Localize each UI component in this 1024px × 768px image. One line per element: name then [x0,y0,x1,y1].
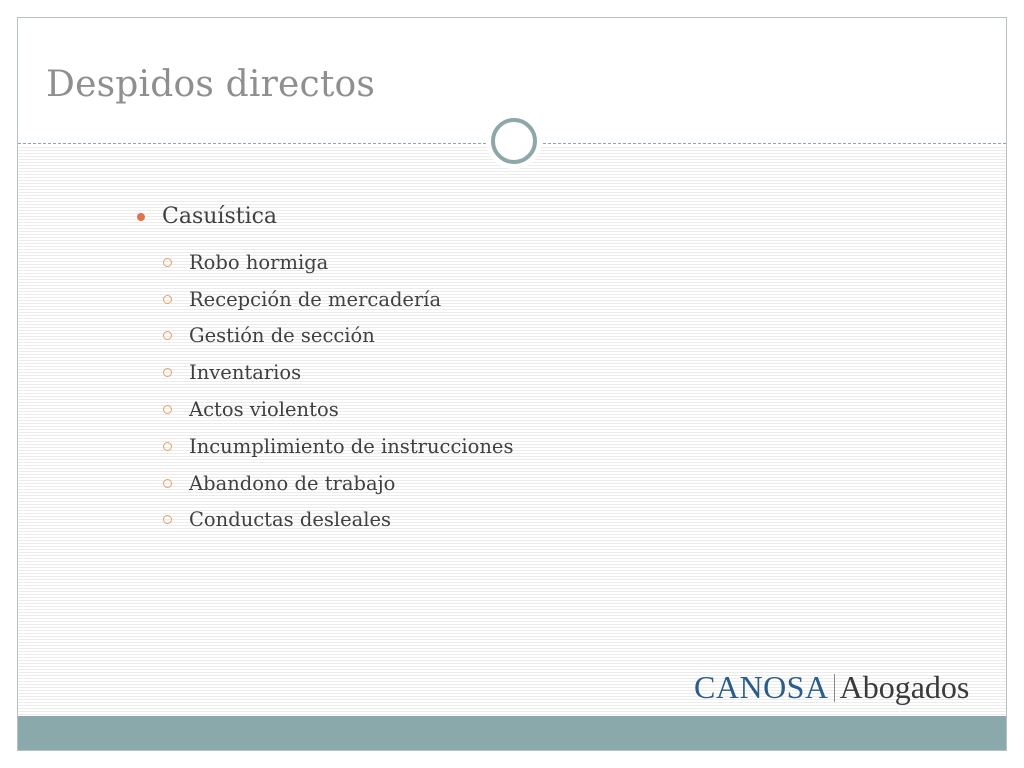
list-item [163,502,513,539]
ring-bullet-icon [163,368,172,377]
ring-bullet-icon [163,515,172,524]
list-item-text: Inventarios [189,361,302,385]
list-item [163,428,513,465]
list-item [163,354,513,391]
ring-bullet-icon [163,442,172,451]
slide-title: Despidos directos [46,64,376,105]
logo-name: CANOSA [694,669,829,705]
list-item-text: Actos violentos [189,398,339,422]
footer-bar [18,716,1006,751]
main-bullet-text: Casuística [162,204,278,229]
ring-bullet-icon [163,479,172,488]
list-item-text: Conductas desleales [189,508,392,532]
sub-bullet-list [163,244,513,538]
ring-bullet-icon [163,258,172,267]
ring-bullet-icon [163,331,172,340]
slide [17,17,1007,751]
list-item-text: Recepción de mercadería [189,287,442,311]
list-item-text: Gestión de sección [189,324,375,348]
list-item-text: Abandono de trabajo [189,471,396,495]
logo-separator [834,674,835,702]
ring-bullet-icon [163,405,172,414]
list-item [163,465,513,502]
logo-suffix: Abogados [839,669,970,705]
list-item [163,281,513,318]
list-item [163,318,513,355]
list-item-text: Robo hormiga [189,250,329,274]
list-item-text: Incumplimiento de instrucciones [189,434,514,458]
filled-circle-bullet-icon [137,213,145,221]
ring-bullet-icon [163,295,172,304]
main-bullet [137,204,277,229]
canosa-abogados-logo [694,669,969,706]
list-item [163,244,513,281]
list-item [163,391,513,428]
circle-ring-ornament-icon [486,113,542,169]
ornament-ring [491,118,537,164]
